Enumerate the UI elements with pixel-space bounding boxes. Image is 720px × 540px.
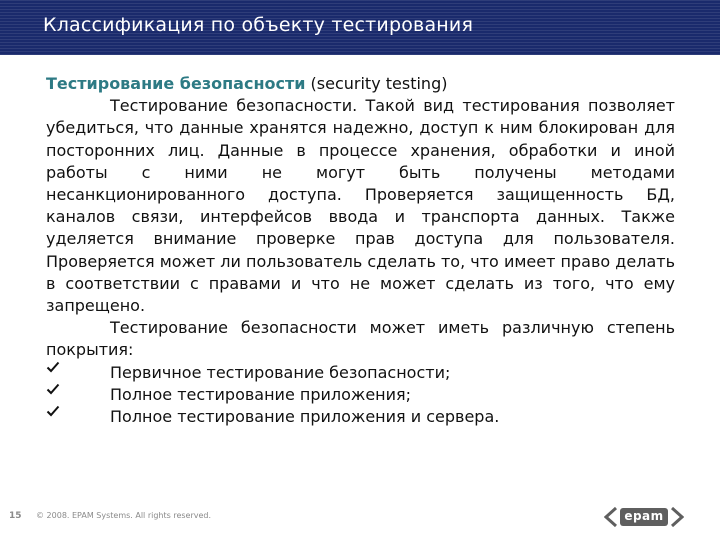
checkmark-icon (46, 404, 60, 418)
page-number: 15 (9, 511, 22, 521)
list-item (46, 362, 675, 384)
subtitle-rest: (security testing) (305, 74, 448, 93)
list-item-text: Полное тестирование приложения и сервера. (110, 407, 500, 427)
paragraph-coverage: Тестирование безопасности может иметь различную степень покрытия: (46, 318, 675, 360)
slide-header (0, 0, 720, 55)
list-item-text: Первичное тестирование безопасности; (110, 362, 451, 382)
paragraph-description: Тестирование безопасности. Такой вид тестирования позволяет убедиться, что данные хранятся надежно, доступ к ним блокирован для посторонних лиц. Данные в процессе хранения, обработки и иной работы с ними не могут быть получены методами несанкционированного доступа. Проверяется защищенность БД, каналов связи, интерфейсов ввода и транспорта данных. Также уделяется внимание проверке прав доступа для пользователя. Проверяется может ли пользователь сделать то, что имеет право делать в соответствии с правами и что не может сделать из того, что ему запрещено. (46, 96, 675, 316)
logo-text: epam (624, 509, 664, 523)
list-item-text: Полное тестирование приложения; (110, 384, 412, 404)
slide-title: Классификация по объекту тестирования (43, 14, 474, 36)
checkmark-icon (46, 360, 60, 374)
list-item (46, 384, 675, 406)
coverage-list (46, 362, 675, 429)
slide-footer (0, 504, 720, 534)
section-subtitle (46, 73, 675, 95)
slide-content (46, 73, 675, 428)
list-item (46, 406, 675, 428)
subtitle-bold: Тестирование безопасности (46, 74, 306, 93)
copyright-text: © 2008. EPAM Systems. All rights reserved. (36, 511, 212, 520)
checkmark-icon (46, 382, 60, 396)
epam-logo (604, 506, 684, 528)
